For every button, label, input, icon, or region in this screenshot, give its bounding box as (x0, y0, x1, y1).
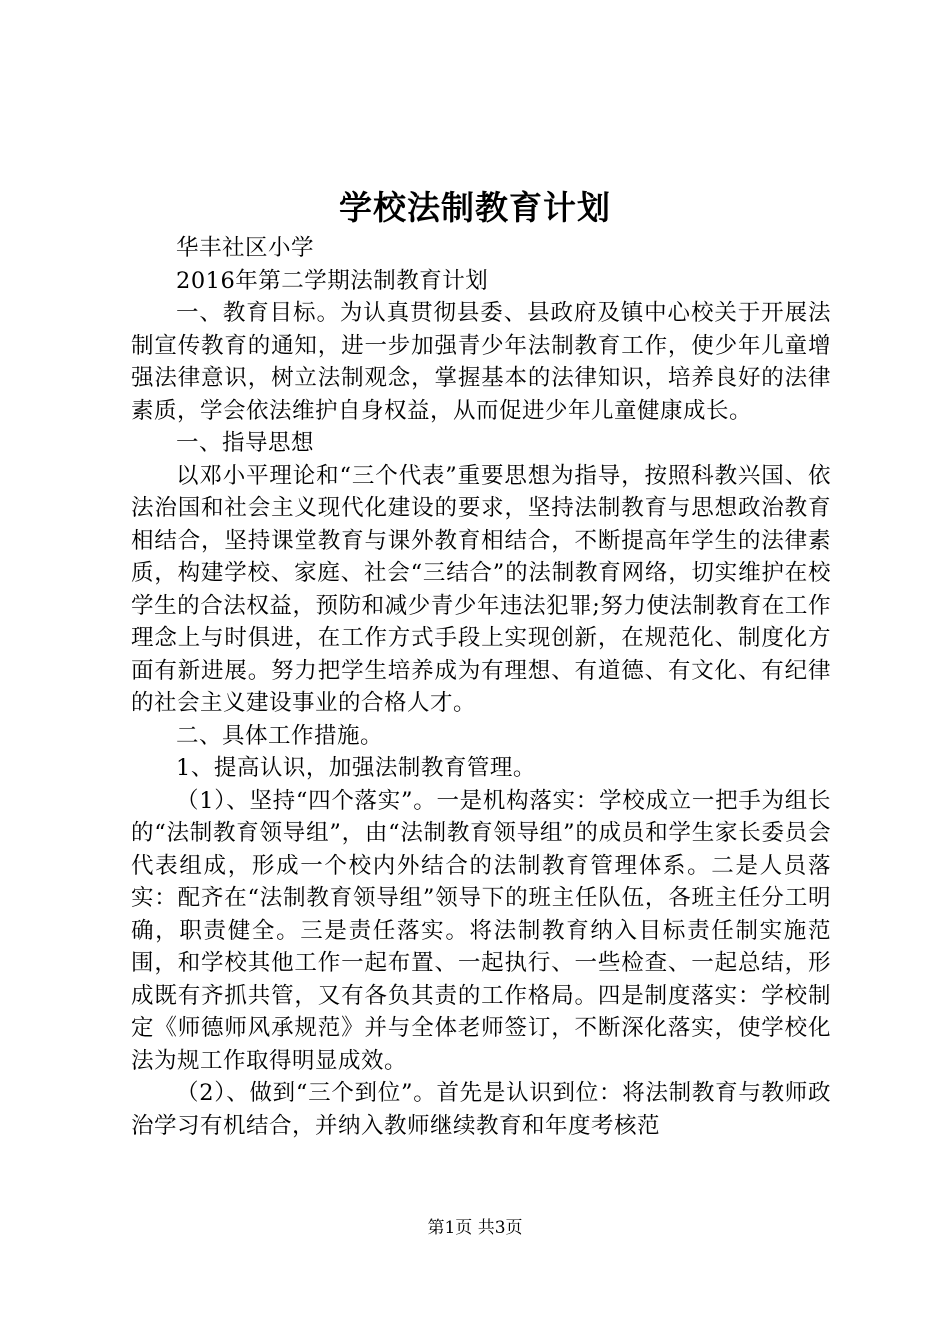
page-footer: 第1页 共3页 (427, 1218, 523, 1238)
paragraph-education-goal: 一、教育目标。为认真贯彻县委、县政府及镇中心校关于开展法制宣传教育的通知，进一步加强青少年法制教育工作，使少年儿童增强法律意识，树立法制观念，掌握基本的法律知识，培养良好的法律素质，学会依法维护自身权益，从而促进少年儿童健康成长。 (131, 300, 831, 424)
paragraph-three-in-place: （2）、做到“三个到位”。首先是认识到位：将法制教育与教师政治学习有机结合，并纳入教师继续教育和年度考核范 (131, 1080, 831, 1139)
document-title: 学校法制教育计划 (339, 188, 611, 227)
paragraph-four-implementations: （1）、坚持“四个落实”。一是机构落实：学校成立一把手为组长的“法制教育领导组”，由“法制教育领导组”的成员和学生家长委员会代表组成，形成一个校内外结合的法制教育管理体系。二是人员落实：配齐在“法制教育领导组”领导下的班主任队伍，各班主任分工明确，职责健全。三是责任落实。将法制教育纳入目标责任制实施范围，和学校其他工作一起布置、一起执行、一些检查、一起总结，形成既有齐抓共管，又有各负其责的工作格局。四是制度落实：学校制定《师德师风承规范》并与全体老师签订，不断深化落实，使学校化法为规工作取得明显成效。 (131, 787, 831, 1074)
paragraph-measures-heading: 二、具体工作措施。 (176, 722, 384, 749)
paragraph-measure-1-heading: 1、提高认识，加强法制教育管理。 (176, 755, 536, 781)
document-body (131, 232, 831, 1142)
paragraph-school-name: 华丰社区小学 (176, 235, 315, 261)
paragraph-guiding-ideology: 以邓小平理论和“三个代表”重要思想为指导，按照科教兴国、依法治国和社会主义现代化建设的要求，坚持法制教育与思想政治教育相结合，坚持课堂教育与课外教育相结合，不断提高年学生的法律素质，构建学校、家庭、社会“三结合”的法制教育网络，切实维护在校学生的合法权益，预防和减少青少年违法犯罪;努力使法制教育在工作理念上与时俱进，在工作方式手段上实现创新，在规范化、制度化方面有新进展。努力把学生培养成为有理想、有道德、有文化、有纪律的社会主义建设事业的合格人才。 (131, 462, 831, 716)
paragraph-guiding-ideology-heading: 一、指导思想 (176, 430, 315, 456)
paragraph-plan-title: 2016年第二学期法制教育计划 (176, 267, 489, 294)
